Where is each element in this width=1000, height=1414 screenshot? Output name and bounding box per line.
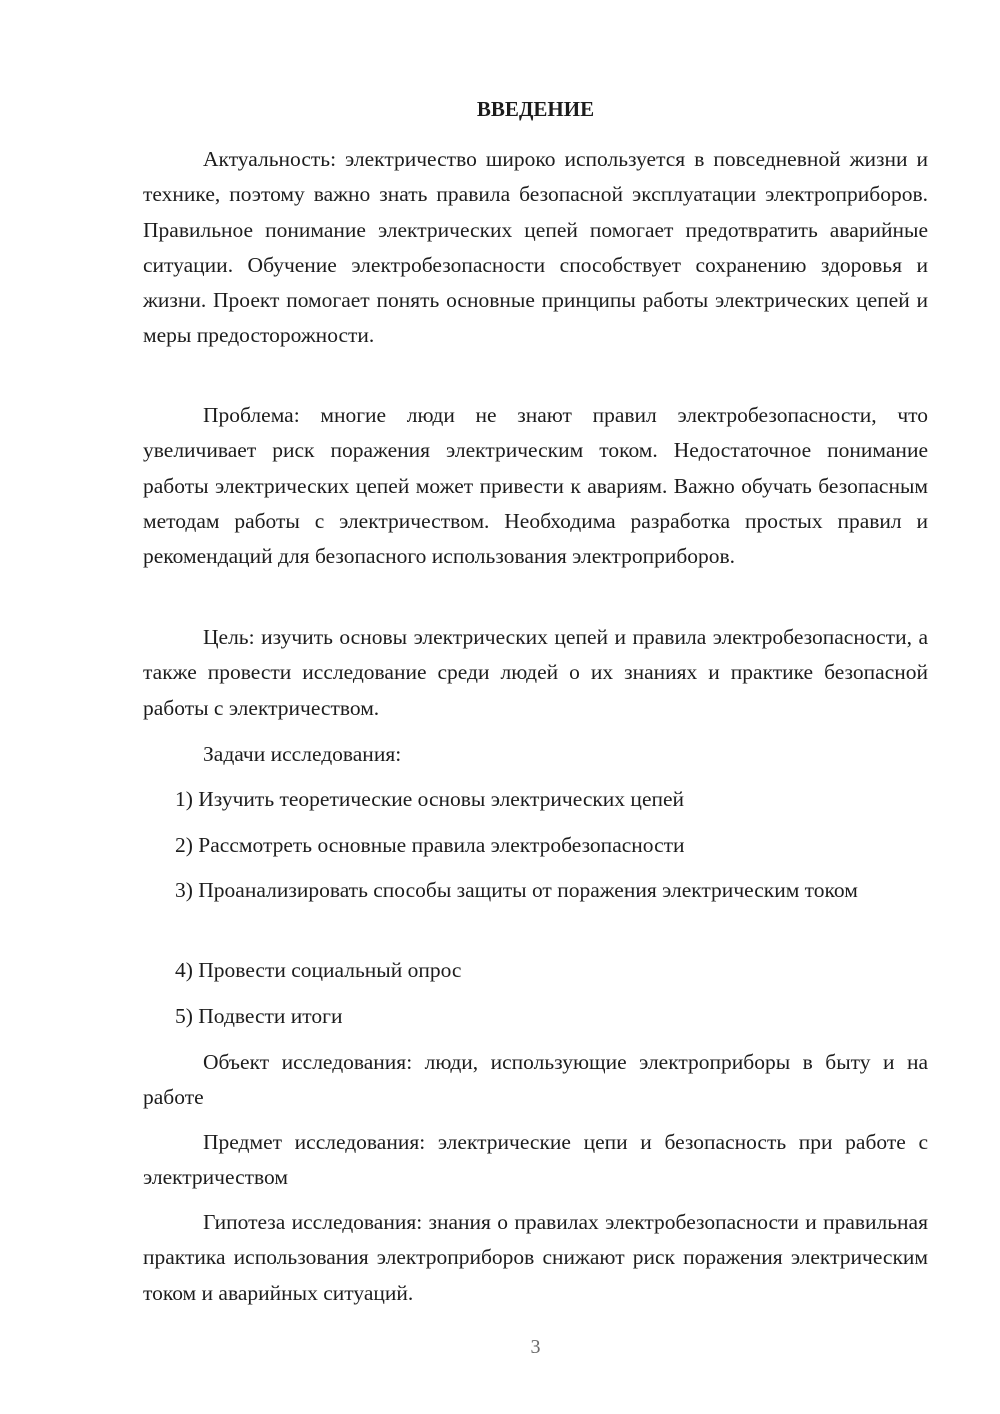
relevance-paragraph: Актуальность: электричество широко используется в повседневной жизни и технике, поэтому важно знать правила безопасной эксплуатации электроприборов. Правильное понимание электрических цепей помогает предотвратить аварийные ситуации. Обучение электробезопасности способствует сохранению здоровья и жизни. Проект помогает понять основные принципы работы электрических цепей и меры предосторожности. [143,147,928,348]
task-item-3: 3) Проанализировать способы защиты от поражения электрическим током [175,878,858,902]
goal-paragraph: Цель: изучить основы электрических цепей и правила электробезопасности, а также провести исследование среди людей о их знаниях и практике безопасной работы с электричеством. [143,625,928,720]
task-item-2: 2) Рассмотреть основные правила электробезопасности [175,833,685,857]
document-page [143,0,928,1414]
task-item-1: 1) Изучить теоретические основы электрических цепей [175,787,685,811]
hypothesis-paragraph: Гипотеза исследования: знания о правилах электробезопасности и правильная практика использования электроприборов снижают риск поражения электрическим током и аварийных ситуаций. [143,1210,928,1305]
tasks-title: Задачи исследования: [203,742,402,766]
page-title: ВВЕДЕНИЕ [476,97,595,121]
problem-paragraph: Проблема: многие люди не знают правил электробезопасности, что увеличивает риск поражения электрическим током. Недостаточное понимание работы электрических цепей может привести к авариям. Важно обучать безопасным методам работы с электричеством. Необходима разработка простых правил и рекомендаций для безопасного использования электроприборов. [143,403,928,569]
page-number: 3 [530,1336,541,1358]
object-paragraph: Объект исследования: люди, использующие электроприборы в быту и на работе [143,1050,928,1110]
task-item-4: 4) Провести социальный опрос [175,958,462,982]
subject-paragraph: Предмет исследования: электрические цепи и безопасность при работе с электричеством [143,1130,928,1190]
task-item-5: 5) Подвести итоги [175,1004,343,1028]
